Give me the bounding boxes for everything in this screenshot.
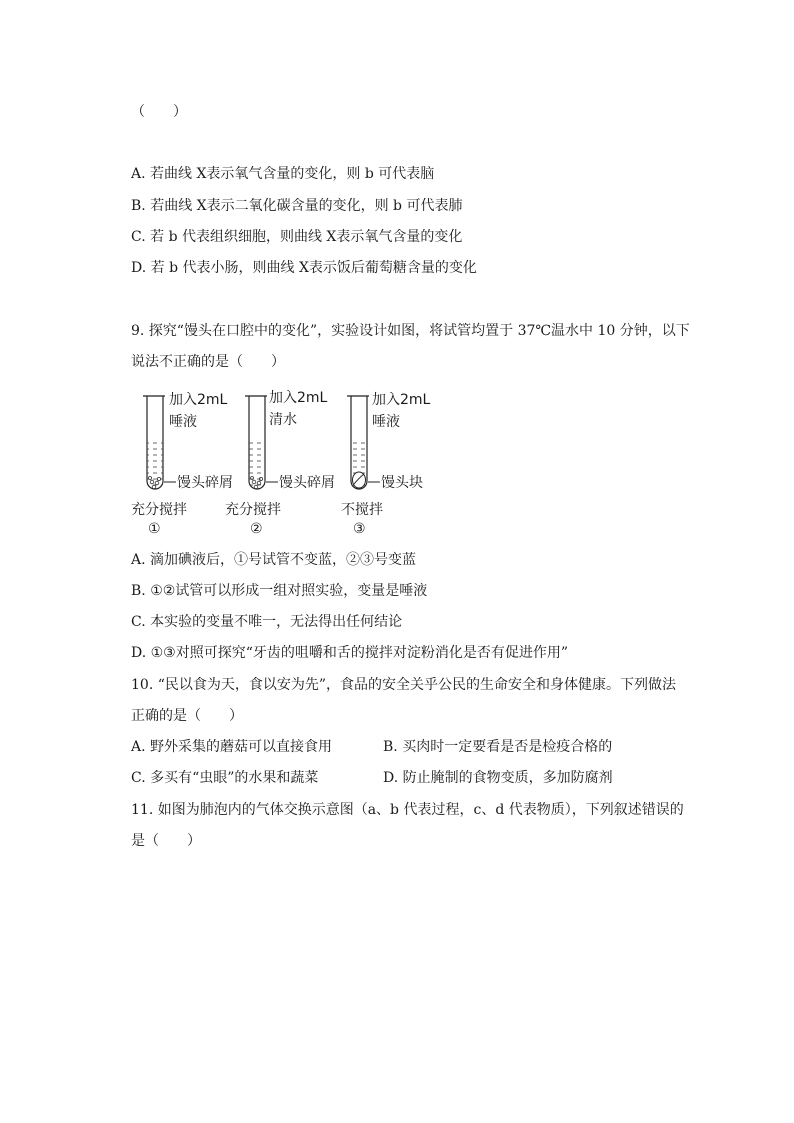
tube-2-number: ② bbox=[250, 521, 263, 537]
tube-1-content-label: 馒头碎屑 bbox=[177, 475, 233, 491]
tube-3-number: ③ bbox=[353, 521, 366, 537]
q10-stem-line1: 10. “民以食为天，食以安为先”，食品的安全关乎公民的生命安全和身体健康。下列做法 bbox=[131, 677, 677, 693]
q9-stem-line2: 说法不正确的是（ ） bbox=[131, 354, 285, 370]
tube-2-treatment: 充分搅拌 bbox=[225, 502, 281, 518]
test-tube-figure bbox=[128, 386, 448, 538]
q8-stem-tail: （ ） bbox=[131, 104, 187, 120]
tube-3-add-line1: 加入2mL bbox=[372, 392, 431, 408]
q8-option-d: D. 若 b 代表小肠，则曲线 X表示饭后葡萄糖含量的变化 bbox=[131, 260, 477, 276]
tube-3-treatment: 不搅拌 bbox=[341, 502, 383, 518]
q8-option-c: C. 若 b 代表组织细胞，则曲线 X表示氧气含量的变化 bbox=[131, 229, 463, 245]
q9-stem-line1: 9. 探究“馒头在口腔中的变化”，实验设计如图，将试管均置于 37℃温水中 10 分钟，以下 bbox=[131, 323, 690, 339]
q10-stem-line2: 正确的是（ ） bbox=[131, 708, 243, 724]
q10-option-c: C. 多买有“虫眼”的水果和蔬菜 bbox=[131, 770, 319, 786]
tube-3 bbox=[341, 392, 431, 537]
tube-1 bbox=[131, 392, 233, 537]
q9-option-a: A. 滴加碘液后，①号试管不变蓝，②③号变蓝 bbox=[131, 552, 417, 568]
tube-1-add-line2: 唾液 bbox=[169, 414, 197, 430]
tube-1-number: ① bbox=[148, 521, 161, 537]
tube-2-content-label: 馒头碎屑 bbox=[279, 475, 335, 491]
q11-stem-line2: 是（ ） bbox=[131, 833, 201, 849]
tube-2-add-line1: 加入2mL bbox=[269, 390, 328, 406]
q9-option-c: C. 本实验的变量不唯一，无法得出任何结论 bbox=[131, 614, 403, 630]
tube-2-add-line2: 清水 bbox=[269, 412, 297, 428]
q9-option-d: D. ①③对照可探究“牙齿的咀嚼和舌的搅拌对淀粉消化是否有促进作用” bbox=[131, 645, 569, 661]
q9-option-b: B. ①②试管可以形成一组对照实验，变量是唾液 bbox=[131, 583, 428, 599]
q8-option-a: A. 若曲线 X表示氧气含量的变化，则 b 可代表脑 bbox=[131, 166, 435, 182]
tube-2 bbox=[225, 390, 335, 537]
q11-stem-line1: 11. 如图为肺泡内的气体交换示意图（a、b 代表过程，c、d 代表物质），下列叙述错误的 bbox=[131, 802, 684, 818]
q10-option-b: B. 买肉时一定要看是否是检疫合格的 bbox=[383, 739, 613, 755]
q8-option-b: B. 若曲线 X表示二氧化碳含量的变化，则 b 可代表肺 bbox=[131, 198, 463, 214]
q10-option-a: A. 野外采集的蘑菇可以直接食用 bbox=[131, 739, 333, 755]
q10-option-d: D. 防止腌制的食物变质，多加防腐剂 bbox=[383, 770, 613, 786]
tube-3-add-line2: 唾液 bbox=[372, 414, 400, 430]
tube-1-add-line1: 加入2mL bbox=[169, 392, 228, 408]
tube-3-content-label: 馒头块 bbox=[381, 475, 423, 491]
tube-1-treatment: 充分搅拌 bbox=[131, 502, 187, 518]
